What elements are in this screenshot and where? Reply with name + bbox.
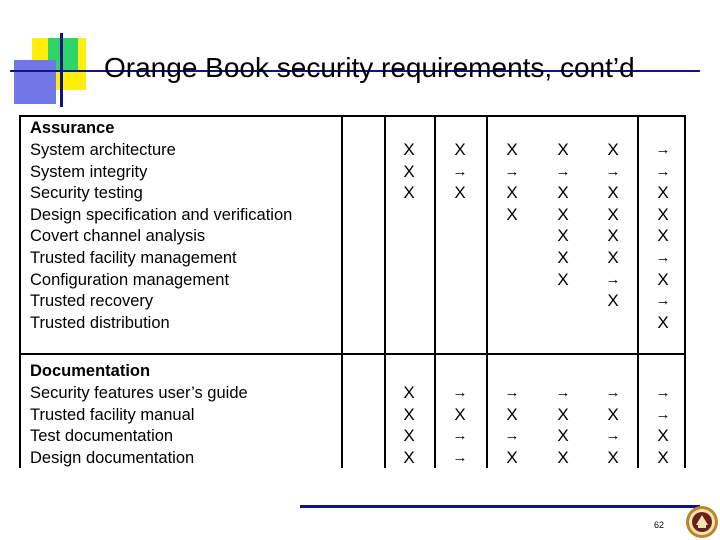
requirement-x-mark: X — [607, 248, 619, 267]
column-rule — [434, 115, 436, 468]
row-label: System architecture — [30, 141, 176, 159]
requirement-x-mark: X — [403, 140, 415, 159]
requirement-arrow-icon: → — [452, 427, 468, 445]
requirement-arrow-icon: → — [655, 405, 671, 423]
requirement-x-mark: X — [506, 183, 518, 203]
requirement-x-mark: X — [506, 140, 518, 159]
requirement-x-mark: X — [557, 140, 569, 159]
row-label: Security features user’s guide — [30, 384, 248, 402]
column-rule — [486, 115, 488, 468]
slide-title: Orange Book security requirements, cont’d — [104, 52, 635, 83]
requirement-x-mark: X — [454, 140, 466, 159]
requirement-x-mark: X — [403, 426, 415, 446]
requirement-x-mark: X — [557, 269, 569, 289]
row-label: Trusted distribution — [30, 313, 170, 332]
requirement-arrow-icon: → — [452, 448, 468, 466]
requirement-arrow-icon: → — [452, 384, 468, 401]
requirement-x-mark: X — [657, 426, 669, 446]
requirement-x-mark: X — [403, 447, 415, 467]
university-seal-icon — [685, 505, 719, 539]
column-rule — [19, 115, 21, 468]
requirement-x-mark: X — [657, 204, 669, 224]
requirement-arrow-icon: → — [605, 384, 621, 401]
requirement-arrow-icon: → — [655, 162, 671, 180]
requirement-x-mark: X — [557, 183, 569, 203]
row-label: Trusted facility management — [30, 249, 237, 267]
requirement-x-mark: X — [557, 447, 569, 467]
row-label: Trusted facility manual — [30, 405, 195, 424]
requirement-x-mark: X — [657, 447, 669, 467]
page-number: 62 — [654, 520, 665, 530]
requirement-x-mark: X — [657, 312, 669, 332]
requirement-x-mark: X — [657, 183, 669, 203]
requirement-x-mark: X — [657, 226, 669, 246]
requirement-arrow-icon: → — [605, 427, 621, 445]
requirement-arrow-icon: → — [655, 384, 671, 401]
section-heading: Documentation — [30, 362, 151, 380]
column-rule — [684, 115, 686, 468]
requirement-x-mark: X — [607, 447, 619, 467]
requirement-arrow-icon: → — [504, 384, 520, 401]
column-rule — [637, 115, 639, 468]
requirement-arrow-icon: → — [555, 384, 571, 401]
column-rule — [384, 115, 386, 468]
requirement-x-mark: X — [557, 226, 569, 246]
logo-blue-block — [14, 60, 56, 104]
row-label: Configuration management — [30, 270, 230, 289]
requirement-arrow-icon: → — [655, 141, 671, 158]
requirement-x-mark: X — [557, 426, 569, 446]
requirement-x-mark: X — [403, 383, 415, 402]
requirement-x-mark: X — [607, 140, 619, 159]
requirement-arrow-icon: → — [504, 162, 520, 180]
requirement-arrow-icon: → — [605, 270, 621, 288]
requirement-x-mark: X — [506, 404, 518, 424]
row-label: Design documentation — [30, 448, 195, 467]
row-label: Test documentation — [30, 427, 174, 446]
requirement-x-mark: X — [403, 161, 415, 181]
table-top-border — [19, 115, 686, 117]
requirement-x-mark: X — [557, 248, 569, 267]
row-label: Security testing — [30, 184, 143, 203]
requirement-x-mark: X — [454, 404, 466, 424]
requirement-x-mark: X — [657, 269, 669, 289]
requirement-x-mark: X — [607, 404, 619, 424]
row-label: Covert channel analysis — [30, 227, 206, 246]
requirement-arrow-icon: → — [555, 162, 571, 180]
row-label: Trusted recovery — [30, 292, 154, 311]
requirement-x-mark: X — [403, 404, 415, 424]
requirement-arrow-icon: → — [452, 162, 468, 180]
requirement-x-mark: X — [454, 183, 466, 203]
requirement-arrow-icon: → — [655, 292, 671, 310]
requirement-x-mark: X — [607, 183, 619, 203]
requirement-x-mark: X — [607, 226, 619, 246]
requirement-x-mark: X — [557, 204, 569, 224]
row-label: Design specification and verification — [30, 205, 293, 224]
row-label: System integrity — [30, 162, 148, 181]
section-divider — [19, 353, 686, 355]
requirement-x-mark: X — [403, 183, 415, 203]
requirement-x-mark: X — [506, 204, 518, 224]
column-rule — [341, 115, 343, 468]
requirement-x-mark: X — [607, 204, 619, 224]
section-heading: Assurance — [30, 119, 115, 137]
requirement-arrow-icon: → — [655, 249, 671, 266]
footer-rule — [300, 505, 700, 508]
requirement-x-mark: X — [607, 291, 619, 311]
requirement-arrow-icon: → — [504, 427, 520, 445]
requirement-arrow-icon: → — [605, 162, 621, 180]
requirement-x-mark: X — [557, 404, 569, 424]
requirement-x-mark: X — [506, 447, 518, 467]
